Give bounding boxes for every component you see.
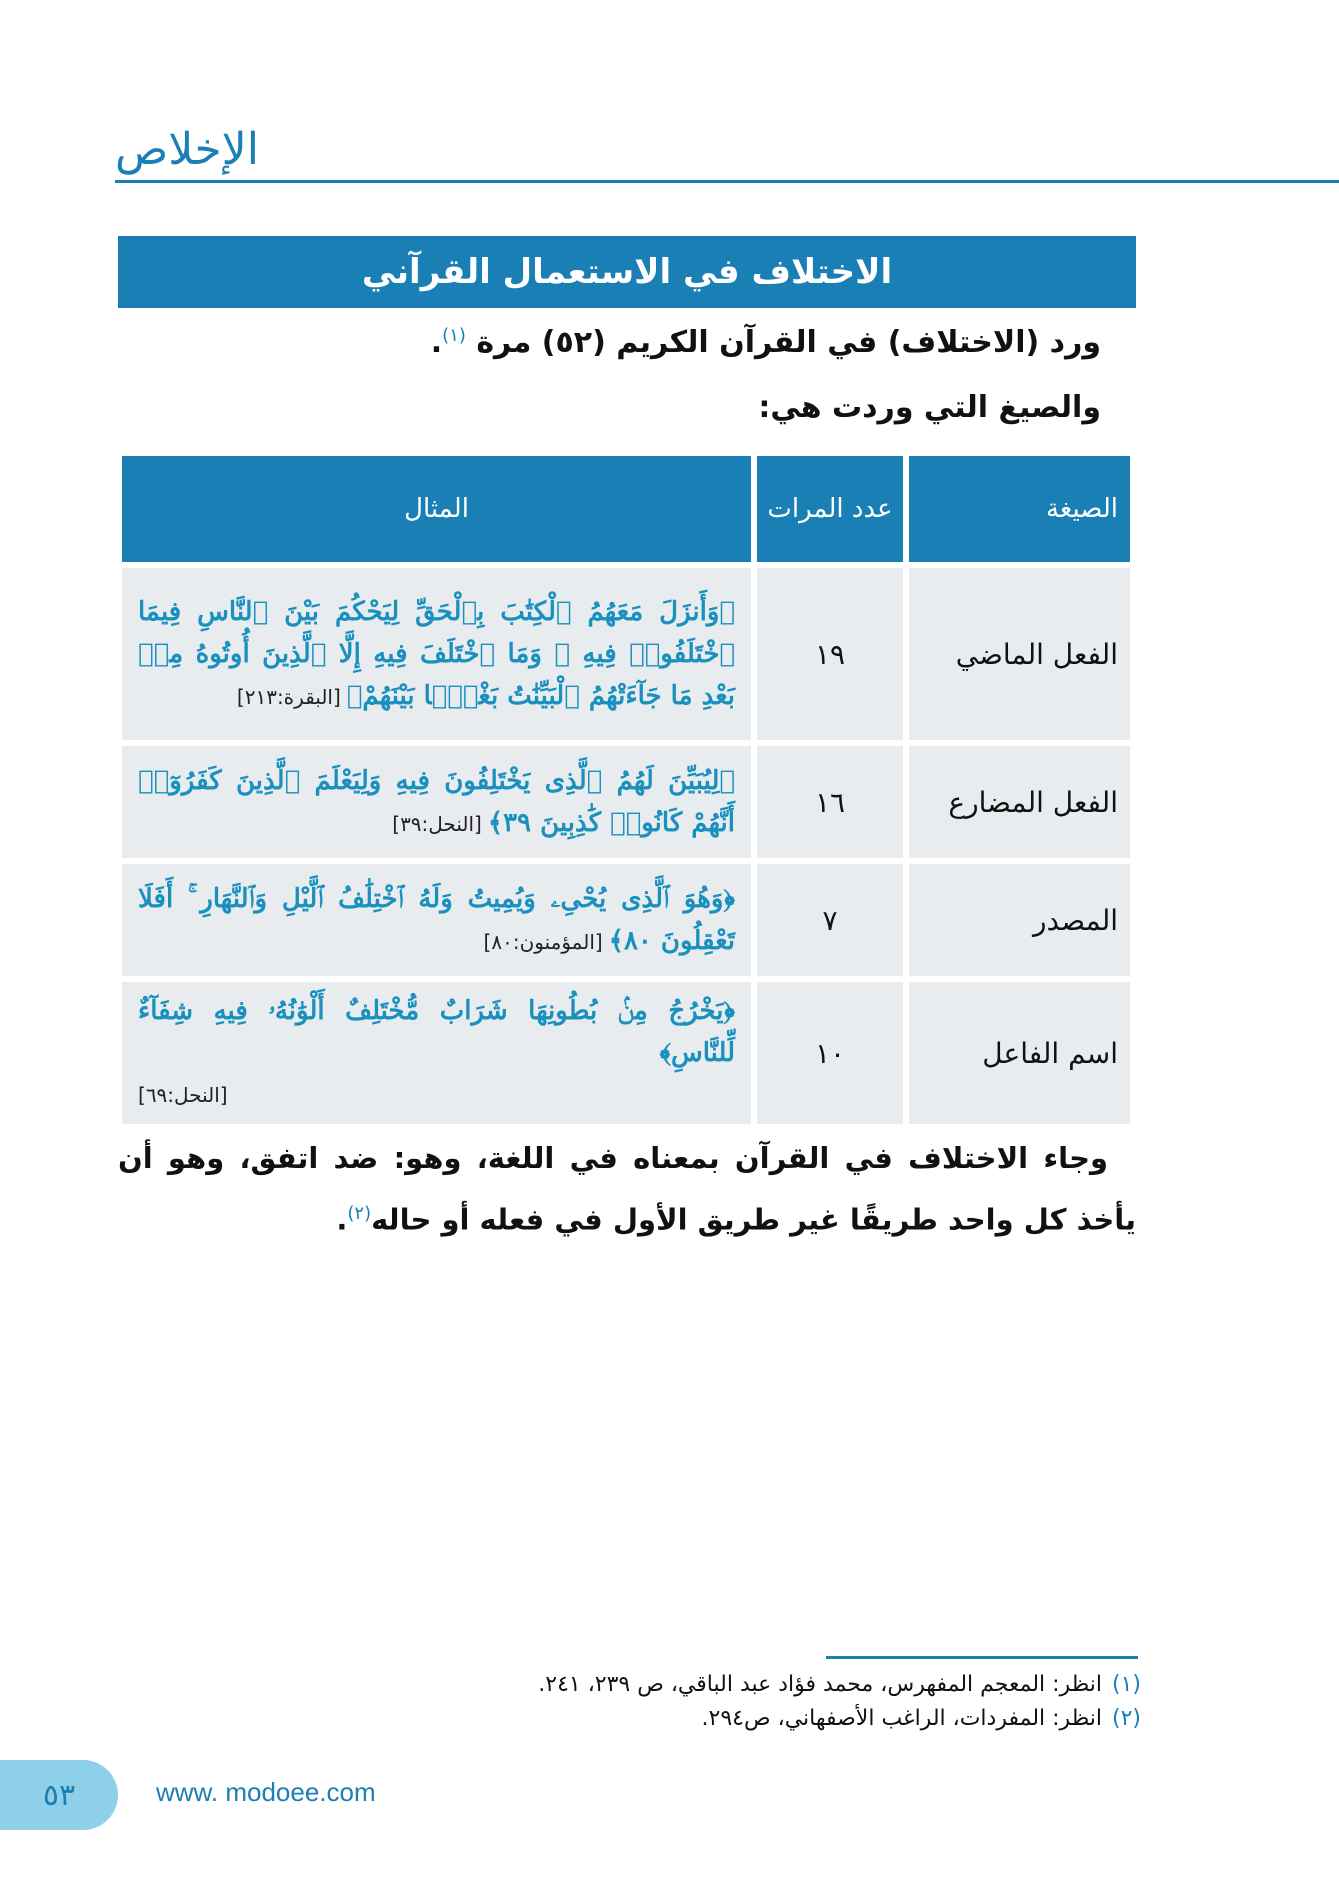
- verse-text: [138, 591, 735, 718]
- cell-count: ١٠: [757, 982, 903, 1124]
- verse: ﴿يَخْرُجُ مِنۢ بُطُونِهَا شَرَابٌ مُّخْتَلِفٌ أَلْوَٰنُهُۥ فِيهِ شِفَآءٌ لِّلنَّاسِ﴾: [138, 996, 735, 1068]
- intro-period: .: [430, 325, 443, 360]
- verse-text: [138, 760, 735, 845]
- running-title: الإخلاص: [115, 124, 259, 175]
- cell-example: [122, 746, 751, 858]
- verse-reference: [المؤمنون:٨٠]: [483, 929, 603, 954]
- verse: ﴿لِيُبَيِّنَ لَهُمُ ٱلَّذِى يَخْتَلِفُونَ فِيهِ وَلِيَعْلَمَ ٱلَّذِينَ كَفَرُوٓا۟ أَنَّهُمْ كَانُوا۟ كَٰذِبِينَ ٣٩﴾: [138, 765, 735, 838]
- page-number: ٥٣: [0, 1760, 118, 1830]
- verse-text: [138, 990, 735, 1116]
- cell-example: [122, 568, 751, 740]
- header-count: عدد المرات: [757, 456, 903, 562]
- cell-example: [122, 982, 751, 1124]
- verse-reference: [النحل:٣٩]: [392, 811, 482, 836]
- header-rule: [115, 180, 1339, 183]
- verse-reference: [النحل:٦٩]: [138, 1083, 228, 1107]
- header-form: الصيغة: [909, 456, 1130, 562]
- verse: ﴿وَهُوَ ٱلَّذِى يُحْىِۦ وَيُمِيتُ وَلَهُ ٱخْتِلَٰفُ ٱلَّيْلِ وَٱلنَّهَارِ ۚ أَفَلَا تَعْقِلُونَ ٨٠﴾: [138, 883, 735, 956]
- intro-line-2: والصيغ التي وردت هي:: [758, 390, 1101, 425]
- meaning-paragraph: [118, 1130, 1136, 1248]
- cell-count: ٧: [757, 864, 903, 976]
- footnote-text: انظر: المفردات، الراغب الأصفهاني، ص٢٩٤.: [701, 1706, 1102, 1731]
- footnote-number: (١): [1111, 1672, 1141, 1697]
- meaning-text: وجاء الاختلاف في القرآن بمعناه في اللغة، وهو: ضد اتفق، وهو أن يأخذ كل واحد طريقًا غير طريق الأول في فعله أو حاله: [118, 1141, 1136, 1237]
- cell-form: المصدر: [909, 864, 1130, 976]
- footnote-ref-1[interactable]: (١): [442, 325, 466, 346]
- footnote-2: [241, 1702, 1141, 1736]
- table-row: [122, 746, 1130, 858]
- cell-form: اسم الفاعل: [909, 982, 1130, 1124]
- table-row: [122, 568, 1130, 740]
- forms-table: [116, 450, 1136, 1130]
- footnote-ref-2[interactable]: (٢): [347, 1203, 372, 1224]
- cell-form: الفعل الماضي: [909, 568, 1130, 740]
- intro-text: ورد (الاختلاف) في القرآن الكريم (٥٢) مرة: [476, 325, 1101, 360]
- footnote-1: [241, 1668, 1141, 1702]
- meaning-period: .: [336, 1202, 348, 1237]
- cell-count: ١٦: [757, 746, 903, 858]
- verse: ﴿وَأَنزَلَ مَعَهُمُ ٱلْكِتَٰبَ بِٱلْحَقِّ لِيَحْكُمَ بَيْنَ ٱلنَّاسِ فِيمَا ٱخْتَلَفُوا۟ فِيهِ ۚ وَمَا ٱخْتَلَفَ فِيهِ إِلَّا ٱلَّذِينَ أُوتُوهُ مِنۢ بَعْدِ مَا جَآءَتْهُمُ ٱلْبَيِّنَٰتُ بَغْيًۢا بَيْنَهُمْ﴾: [138, 596, 736, 711]
- verse-text: [138, 878, 735, 963]
- cell-count: ١٩: [757, 568, 903, 740]
- cell-example: [122, 864, 751, 976]
- cell-form: الفعل المضارع: [909, 746, 1130, 858]
- table-header-row: [122, 456, 1130, 562]
- footnote-text: انظر: المعجم المفهرس، محمد فؤاد عبد الباقي، ص ٢٣٩، ٢٤١.: [538, 1672, 1102, 1697]
- footnote-rule: [826, 1656, 1138, 1659]
- footnote-number: (٢): [1111, 1706, 1141, 1731]
- section-title: الاختلاف في الاستعمال القرآني: [118, 236, 1136, 308]
- verse-reference: [البقرة:٢١٣]: [236, 684, 341, 709]
- table-row: [122, 982, 1130, 1124]
- table-row: [122, 864, 1130, 976]
- header-example: المثال: [122, 456, 751, 562]
- website-link[interactable]: www. modoee.com: [156, 1777, 376, 1807]
- intro-line-1: [121, 325, 1101, 360]
- footnotes: [241, 1668, 1141, 1736]
